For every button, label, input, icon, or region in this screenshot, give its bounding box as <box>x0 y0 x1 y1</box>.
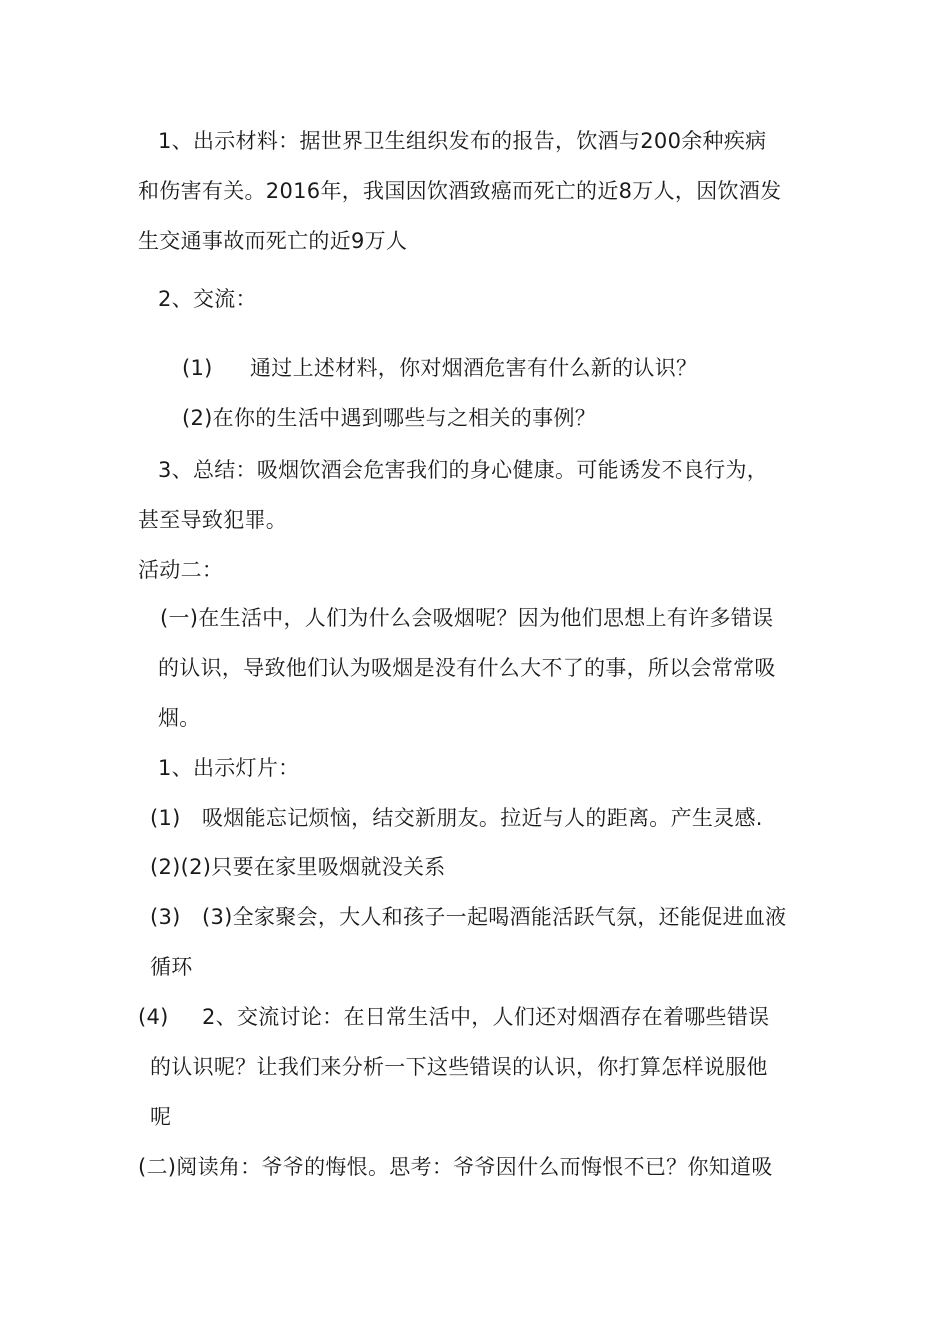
paragraph-line: (2)(2)只要在家里吸烟就没关系 <box>150 855 446 879</box>
paragraph-line: (二)阅读角：爷爷的悔恨。思考：爷爷因什么而悔恨不已？你知道吸 <box>138 1155 773 1179</box>
paragraph-line: 呢 <box>150 1105 172 1129</box>
paragraph-line: (3)全家聚会，大人和孩子一起喝酒能活跃气氛，还能促进血液 <box>202 905 787 929</box>
paragraph-line: (一)在生活中，人们为什么会吸烟呢？因为他们思想上有许多错误 <box>160 606 774 630</box>
paragraph-line: 烟。 <box>158 706 201 730</box>
paragraph-line: 甚至导致犯罪。 <box>138 508 288 532</box>
paragraph-line: 1、出示灯片： <box>158 756 300 780</box>
paragraph-line: 3、总结：吸烟饮酒会危害我们的身心健康。可能诱发不良行为， <box>158 458 769 482</box>
paragraph-line: 2、交流： <box>158 287 257 311</box>
paragraph-line: (2)在你的生活中遇到哪些与之相关的事例？ <box>182 406 597 430</box>
paragraph-line: 循环 <box>150 955 193 979</box>
section-heading: 活动二： <box>138 558 224 582</box>
paragraph-line: 和伤害有关。2016年，我国因饮酒致癌而死亡的近8万人，因饮酒发 <box>138 179 782 203</box>
list-marker: (1) <box>150 806 181 830</box>
paragraph-line: 2、交流讨论：在日常生活中，人们还对烟酒存在着哪些错误 <box>202 1005 770 1029</box>
paragraph-line: 的认识呢？让我们来分析一下这些错误的认识，你打算怎样说服他 <box>150 1055 768 1079</box>
paragraph-line: 吸烟能忘记烦恼，结交新朋友。拉近与人的距离。产生灵感. <box>202 806 763 830</box>
list-marker: (3) <box>150 905 181 929</box>
paragraph-line: 的认识，导致他们认为吸烟是没有什么大不了的事，所以会常常吸 <box>158 656 776 680</box>
paragraph-line: 1、出示材料：据世界卫生组织发布的报告，饮酒与200余种疾病 <box>158 129 767 153</box>
list-marker: (4) <box>138 1005 169 1029</box>
paragraph-line: 生交通事故而死亡的近9万人 <box>138 229 408 253</box>
list-marker: (1) <box>182 356 213 380</box>
paragraph-line: 通过上述材料，你对烟酒危害有什么新的认识？ <box>250 356 698 380</box>
